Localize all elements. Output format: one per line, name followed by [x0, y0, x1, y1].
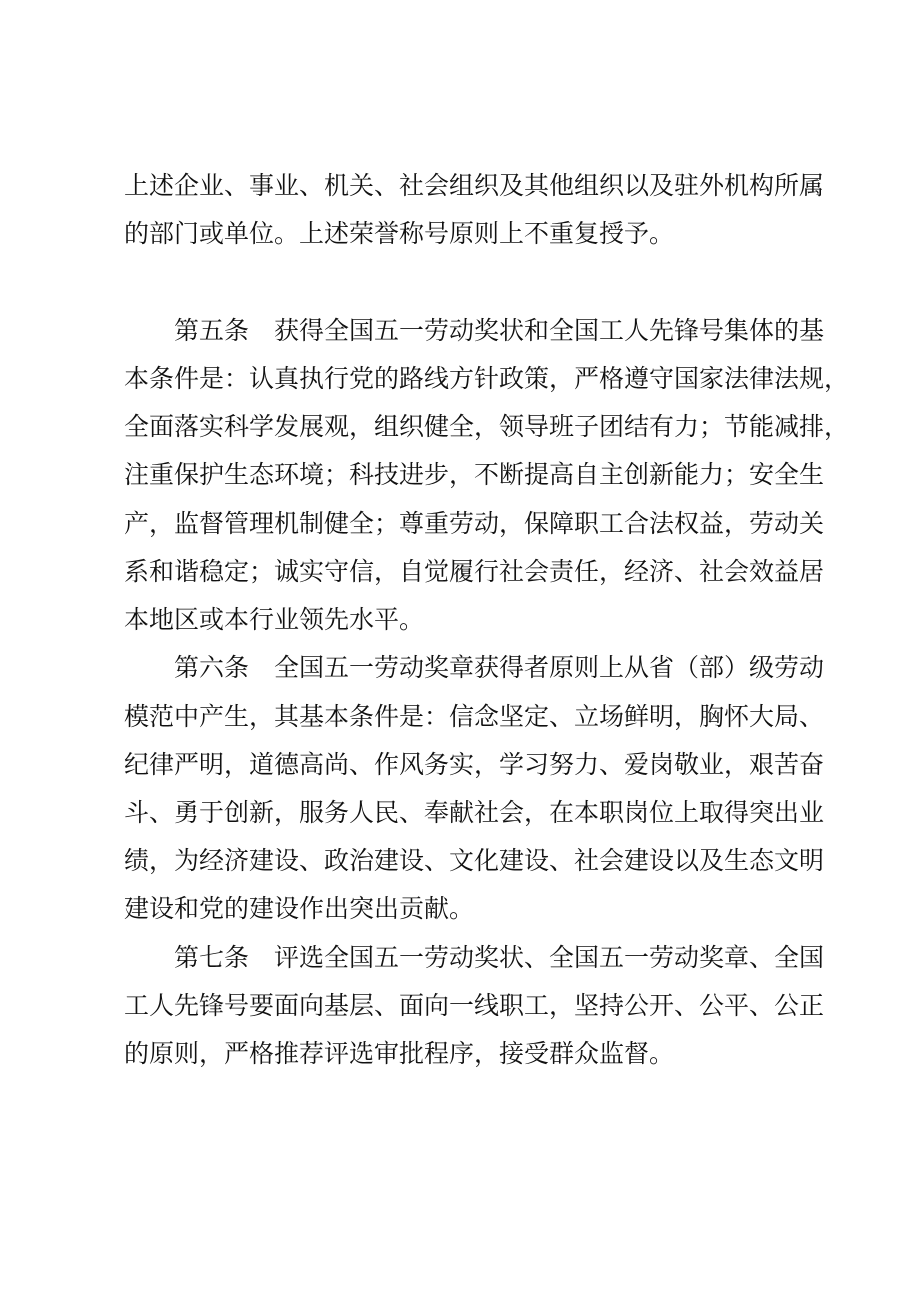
- text-line: 模范中产生，其基本条件是：信念坚定、立场鲜明，胸怀大局、: [124, 702, 825, 731]
- text-line: 纪律严明，道德高尚、作风务实，学习努力、爱岗敬业，艰苦奋: [124, 750, 825, 779]
- text-line: 的原则，严格推荐评选审批程序，接受群众监督。: [124, 1039, 675, 1068]
- article-6-heading-line: 第六条 全国五一劳动奖章获得者原则上从省（部）级劳动: [174, 653, 825, 682]
- text-line: 上述企业、事业、机关、社会组织及其他组织以及驻外机构所属: [124, 171, 825, 200]
- text-line: 本条件是：认真执行党的路线方针政策，严格遵守国家法律法规，: [124, 364, 850, 393]
- text-line: 本地区或本行业领先水平。: [124, 605, 425, 634]
- text-line: 注重保护生态环境；科技进步，不断提高自主创新能力；安全生: [124, 460, 825, 489]
- text-line: 建设和党的建设作出突出贡献。: [124, 894, 475, 923]
- text-line: 绩，为经济建设、政治建设、文化建设、社会建设以及生态文明: [124, 846, 825, 875]
- text-line: 产，监督管理机制健全；尊重劳动，保障职工合法权益，劳动关: [124, 509, 825, 538]
- article-5-heading-line: 第五条 获得全国五一劳动奖状和全国工人先锋号集体的基: [174, 316, 825, 345]
- text-line: 全面落实科学发展观，组织健全，领导班子团结有力；节能减排，: [124, 412, 850, 441]
- text-line: 的部门或单位。上述荣誉称号原则上不重复授予。: [124, 219, 675, 248]
- article-7-heading-line: 第七条 评选全国五一劳动奖状、全国五一劳动奖章、全国: [174, 943, 825, 972]
- text-line: 斗、勇于创新，服务人民、奉献社会，在本职岗位上取得突出业: [124, 798, 825, 827]
- text-line: 系和谐稳定；诚实守信，自觉履行社会责任，经济、社会效益居: [124, 557, 825, 586]
- text-line: 工人先锋号要面向基层、面向一线职工，坚持公开、公平、公正: [124, 991, 825, 1020]
